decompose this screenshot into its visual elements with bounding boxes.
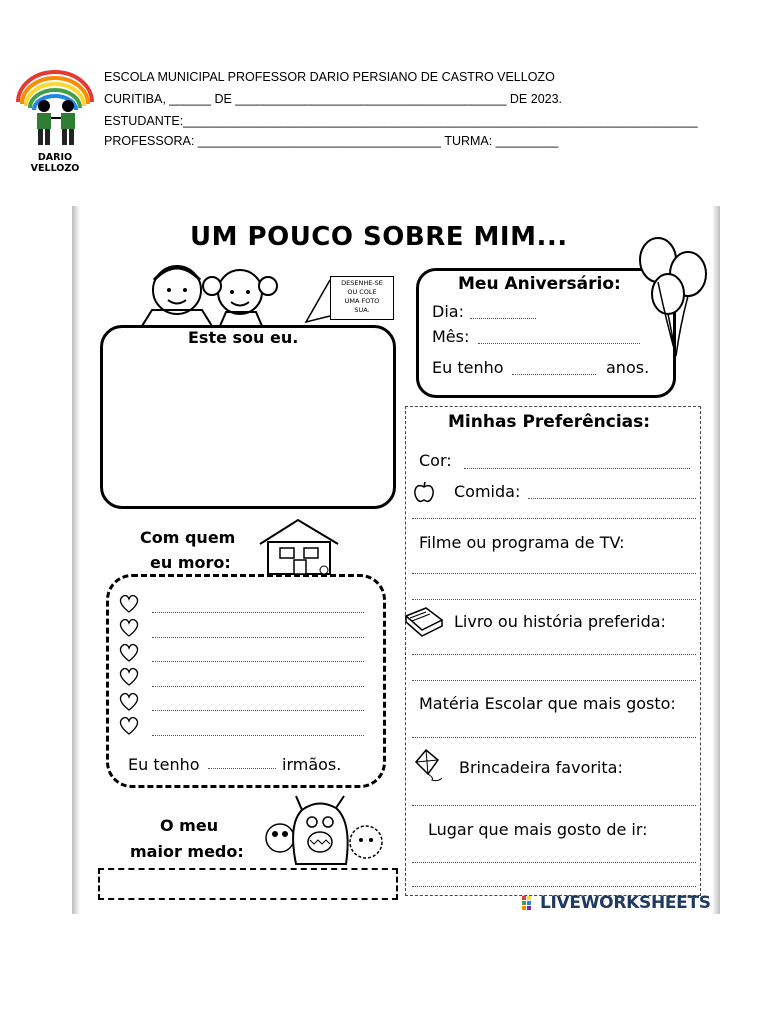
live-with-heading-2: eu moro: xyxy=(150,553,231,572)
movie-field-line-1[interactable] xyxy=(412,573,696,574)
day-label: Dia: xyxy=(432,302,464,321)
self-label: Este sou eu. xyxy=(188,328,299,347)
heart-icon xyxy=(118,594,140,614)
siblings-prefix: Eu tenho xyxy=(128,755,200,774)
month-label: Mês: xyxy=(432,327,470,346)
siblings-field[interactable] xyxy=(208,768,276,769)
book-field-line-2[interactable] xyxy=(412,680,696,681)
draw-yourself-note xyxy=(330,276,394,320)
subject-field-line-1[interactable] xyxy=(412,737,696,738)
liveworksheets-logo-icon xyxy=(522,896,538,910)
worksheet-title: UM POUCO SOBRE MIM... xyxy=(190,222,568,252)
food-label: Comida: xyxy=(454,482,521,501)
heart-icon xyxy=(118,618,140,638)
day-field[interactable] xyxy=(470,318,536,319)
heart-icon xyxy=(118,643,140,663)
game-label: Brincadeira favorita: xyxy=(459,758,623,777)
game-field-line-1[interactable] xyxy=(412,805,696,806)
food-field[interactable] xyxy=(528,498,696,499)
household-member-line[interactable] xyxy=(152,612,364,613)
household-member-line[interactable] xyxy=(152,637,364,638)
teacher-line: PROFESSORA: ___________________________________ TURMA: _________ xyxy=(104,134,559,148)
book-label: Livro ou história preferida: xyxy=(454,612,666,631)
movie-label: Filme ou programa de TV: xyxy=(419,533,625,552)
callout-pointer xyxy=(300,276,332,326)
callout-line-2: OU COLE xyxy=(347,288,377,296)
city-date-line: CURITIBA, ______ DE _______________________________________ DE 2023. xyxy=(104,92,563,106)
page-edge-right xyxy=(712,206,720,914)
kids-drawing xyxy=(132,260,292,326)
balloons-icon xyxy=(636,230,710,362)
siblings-suffix: irmãos. xyxy=(282,755,342,774)
callout-line-3: UMA FOTO xyxy=(344,297,380,305)
place-label: Lugar que mais gosto de ir: xyxy=(428,820,648,839)
color-label: Cor: xyxy=(419,451,452,470)
color-field[interactable] xyxy=(464,468,690,469)
fear-answer-field[interactable] xyxy=(98,868,398,900)
fear-heading-1: O meu xyxy=(160,816,219,835)
monsters-drawing xyxy=(260,794,392,866)
callout-line-4: SUA. xyxy=(354,306,370,314)
movie-field-line-2[interactable] xyxy=(412,599,696,600)
fear-heading-2: maior medo: xyxy=(130,842,244,861)
heart-icon xyxy=(118,667,140,687)
kite-icon xyxy=(412,748,448,782)
household-member-line[interactable] xyxy=(152,735,364,736)
household-member-line[interactable] xyxy=(152,686,364,687)
place-field-line-2[interactable] xyxy=(412,886,696,887)
callout-line-1: DESENHE-SE xyxy=(341,279,383,287)
apple-icon xyxy=(412,480,436,504)
month-field[interactable] xyxy=(478,343,640,344)
student-line: ESTUDANTE:__________________________________________________________________________ xyxy=(104,114,698,128)
house-icon xyxy=(256,516,344,576)
liveworksheets-watermark: LIVEWORKSHEETS xyxy=(540,893,711,913)
logo-name: DARIO VELLOZO xyxy=(30,152,80,174)
book-field-line-1[interactable] xyxy=(412,654,696,655)
household-member-line[interactable] xyxy=(152,661,364,662)
age-prefix: Eu tenho xyxy=(432,358,504,377)
subject-label: Matéria Escolar que mais gosto: xyxy=(419,694,676,713)
birthday-heading: Meu Aniversário: xyxy=(458,274,621,294)
preferences-heading: Minhas Preferências: xyxy=(448,412,651,432)
live-with-heading-1: Com quem xyxy=(140,528,236,547)
self-portrait-area[interactable] xyxy=(100,325,396,509)
school-logo xyxy=(14,68,96,174)
household-member-line[interactable] xyxy=(152,710,364,711)
books-icon xyxy=(404,604,444,638)
place-field-line-1[interactable] xyxy=(412,862,696,863)
heart-icon xyxy=(118,716,140,736)
age-suffix: anos. xyxy=(606,358,650,377)
food-field-line-2[interactable] xyxy=(412,518,696,519)
heart-icon xyxy=(118,692,140,712)
age-field[interactable] xyxy=(512,374,596,375)
page-edge-left xyxy=(72,206,80,914)
school-name: ESCOLA MUNICIPAL PROFESSOR DARIO PERSIANO DE CASTRO VELLOZO xyxy=(104,70,555,84)
